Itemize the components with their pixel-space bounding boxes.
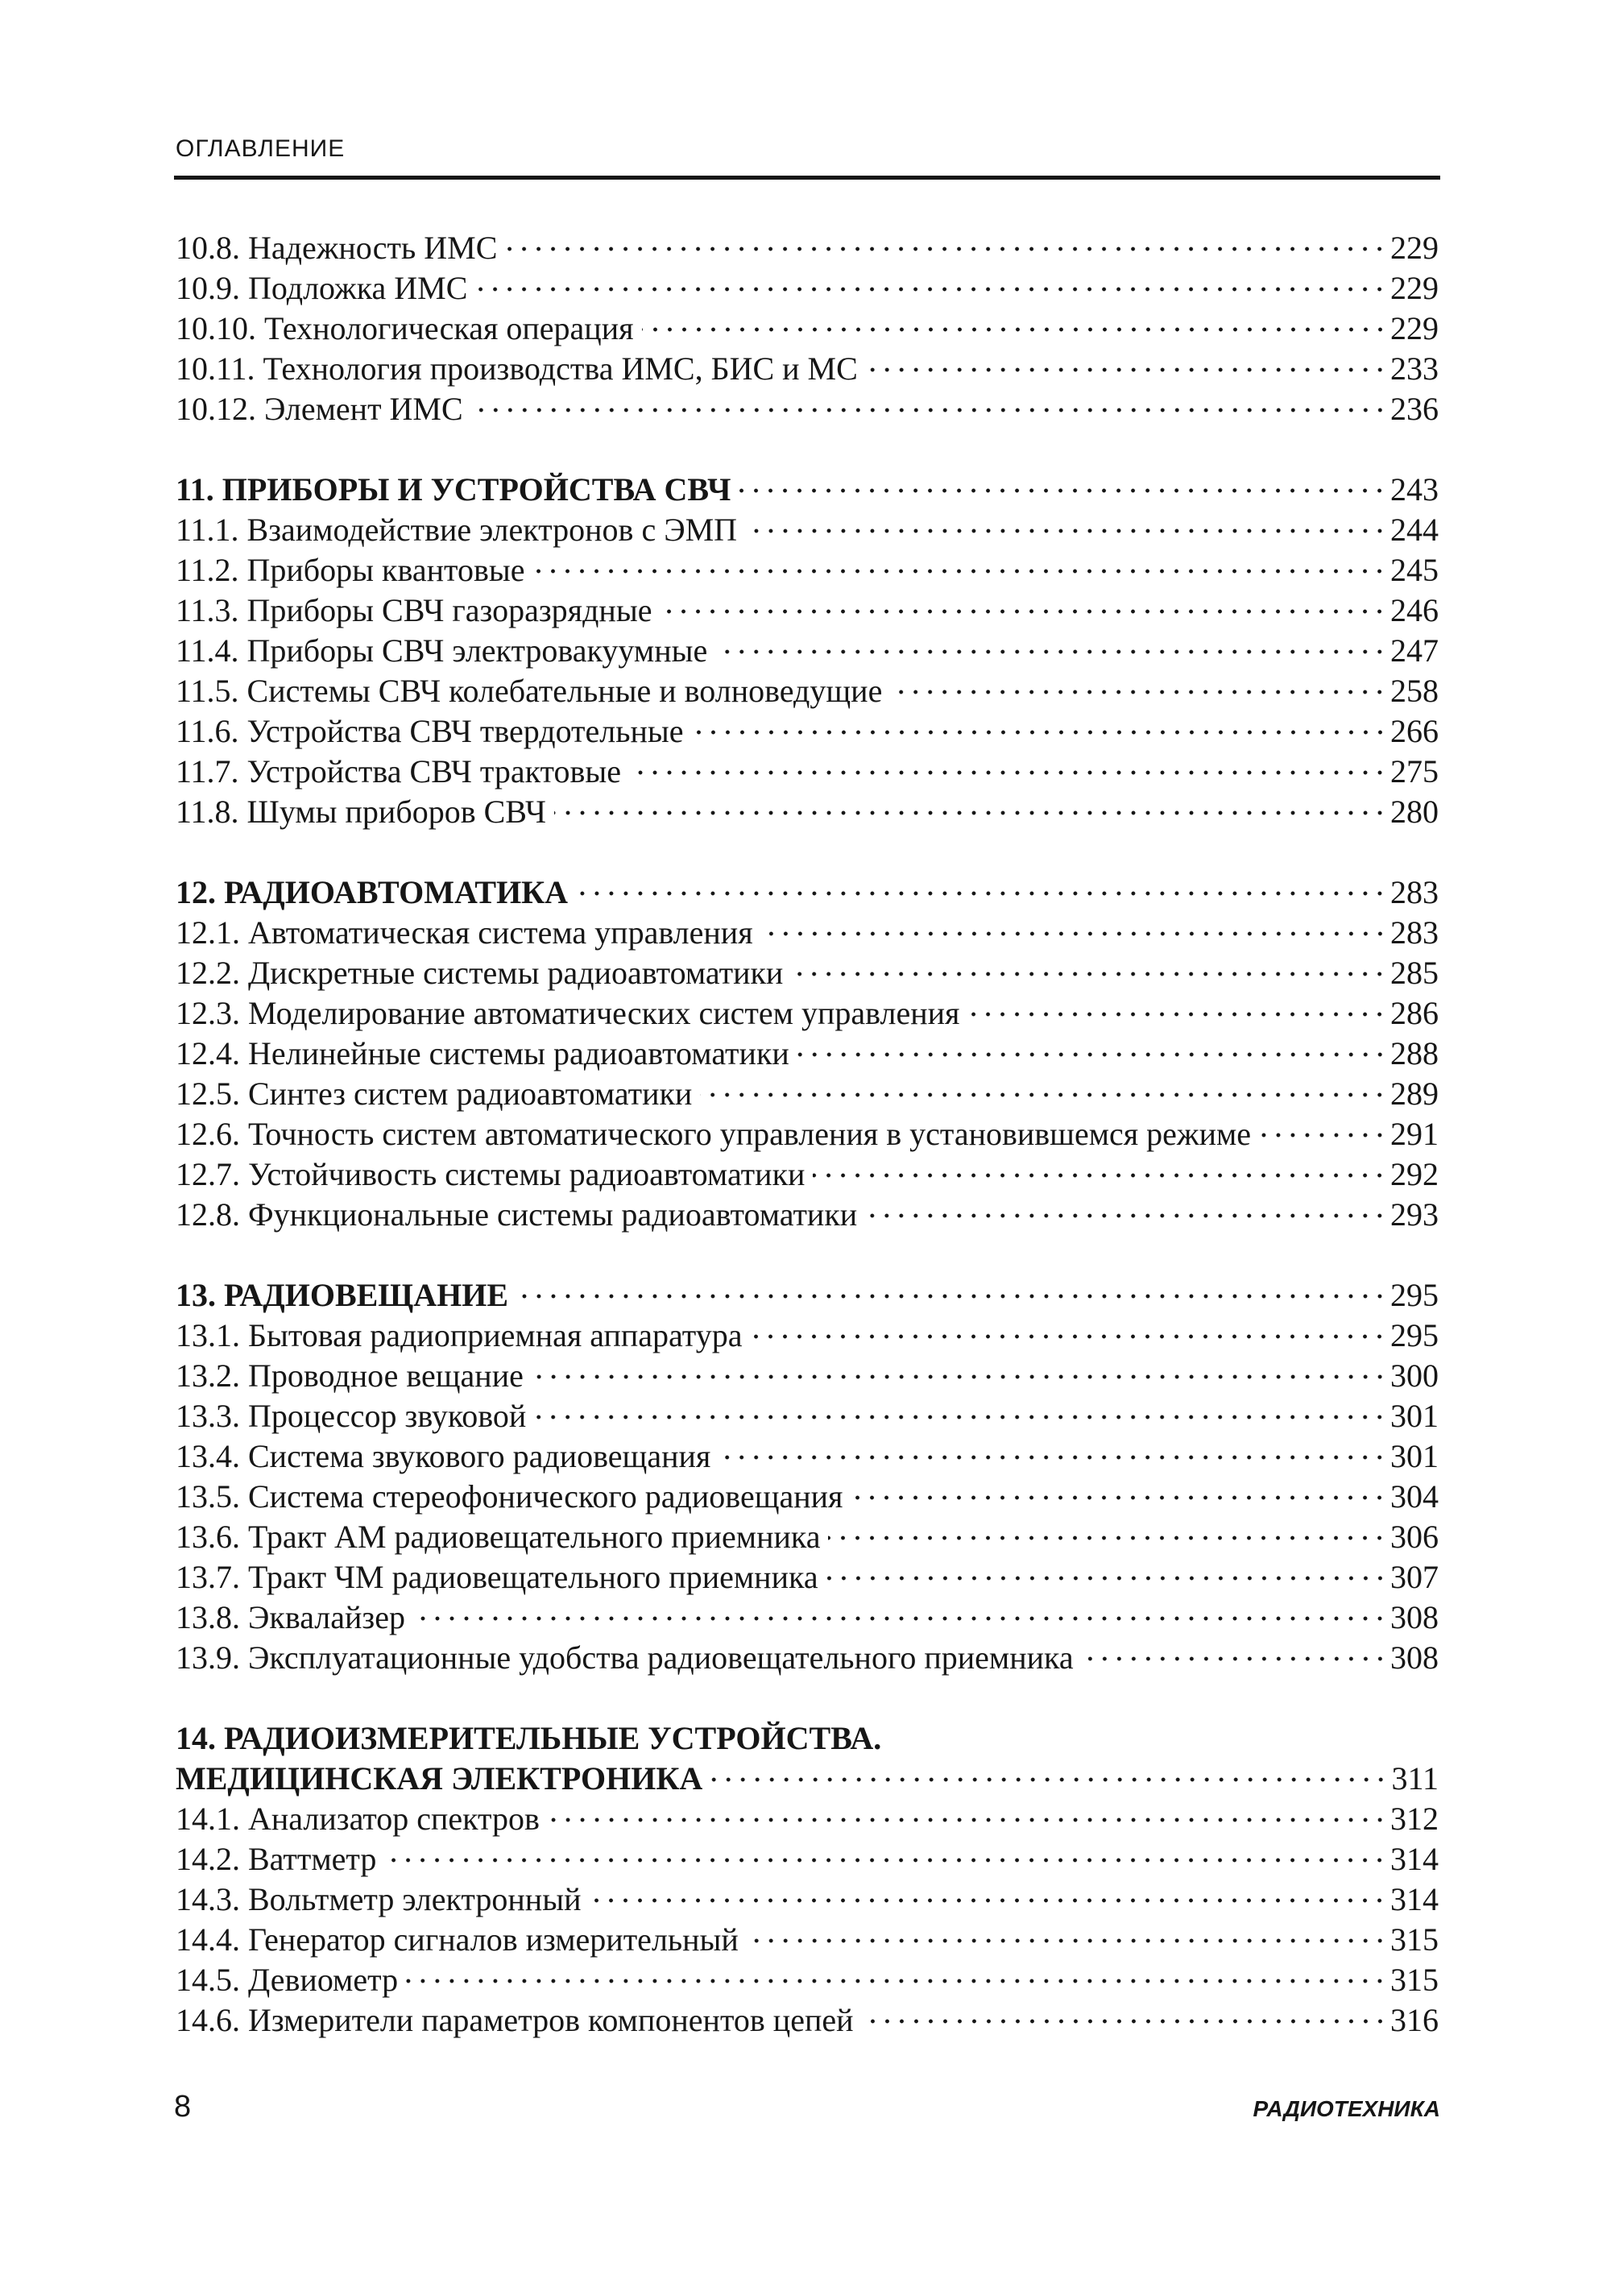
section-entry: [176, 1598, 1439, 1638]
section-entry: [176, 1638, 1439, 1678]
page-ref: 293: [1390, 1196, 1439, 1233]
section-title: 12.1. Автоматическая система управления: [176, 914, 753, 951]
dot-leader: [475, 287, 1387, 292]
dot-leader: [554, 810, 1387, 815]
section-entry: [176, 268, 1439, 309]
page-ref: 289: [1390, 1075, 1439, 1112]
section-title: 12.8. Функциональные системы радиоавтоматики: [176, 1196, 858, 1233]
section-title: 12.3. Моделирование автоматических систем управления: [176, 995, 960, 1031]
chapter-title: 12. РАДИОАВТОМАТИКА: [176, 874, 569, 910]
section-entry: [176, 1316, 1439, 1356]
section-entry: [176, 993, 1439, 1034]
section-entry: [176, 1356, 1439, 1396]
dot-leader: [761, 931, 1387, 936]
toc-group: [176, 1275, 1439, 1678]
dot-leader: [739, 488, 1387, 493]
page-ref: 314: [1390, 1881, 1439, 1917]
section-entry: [176, 1517, 1439, 1557]
toc-group: [176, 470, 1439, 832]
section-title: 11.6. Устройства СВЧ твердотельные: [176, 713, 684, 749]
chapter-entry: [176, 470, 1439, 510]
page-ref: 307: [1390, 1559, 1439, 1595]
section-entry: [176, 1436, 1439, 1477]
dot-leader: [865, 1213, 1387, 1218]
dot-leader: [406, 1979, 1387, 1983]
page-ref: 286: [1390, 995, 1439, 1031]
page-ref: 306: [1390, 1519, 1439, 1555]
section-title: 11.5. Системы СВЧ колебательные и волноведущие: [176, 673, 883, 709]
section-entry: [176, 913, 1439, 953]
section-entry: [176, 1920, 1439, 1960]
page-ref: 245: [1390, 552, 1439, 588]
page-ref: 246: [1390, 592, 1439, 628]
page-ref: 243: [1390, 471, 1439, 508]
page-ref: 266: [1390, 713, 1439, 749]
dot-leader: [715, 649, 1387, 654]
dot-leader: [813, 1173, 1387, 1178]
page-ref: 283: [1390, 874, 1439, 910]
section-title: 10.10. Технологическая операция: [176, 310, 634, 346]
dot-leader: [710, 1777, 1388, 1782]
page-ref: 288: [1390, 1035, 1439, 1071]
section-title: 11.4. Приборы СВЧ электровакуумные: [176, 632, 708, 669]
section-entry: [176, 349, 1439, 389]
header-rule: [174, 176, 1440, 180]
page-ref: 244: [1390, 512, 1439, 548]
section-title: 13.1. Бытовая радиоприемная аппаратура: [176, 1317, 743, 1353]
chapter-entry: [176, 872, 1439, 913]
page-ref: 301: [1390, 1398, 1439, 1434]
page-ref: 229: [1390, 310, 1439, 346]
dot-leader: [750, 1334, 1387, 1339]
section-entry: [176, 792, 1439, 832]
section-entry: [176, 752, 1439, 792]
chapter-entry: [176, 1275, 1439, 1316]
toc-group: [176, 872, 1439, 1235]
section-title: 14.5. Девиометр: [176, 1962, 399, 1998]
page-ref: 315: [1390, 1962, 1439, 1998]
section-entry: [176, 631, 1439, 671]
section-title: 13.5. Система стереофонического радиовещания: [176, 1478, 843, 1515]
dot-leader: [828, 1536, 1387, 1540]
page-ref: 316: [1390, 2002, 1439, 2038]
page-ref: 311: [1391, 1760, 1439, 1797]
dot-leader: [548, 1817, 1387, 1822]
dot-leader: [660, 609, 1387, 614]
section-entry: [176, 1799, 1439, 1839]
section-title: 13.3. Процессор звуковой: [176, 1398, 527, 1434]
section-title: 13.8. Эквалайзер: [176, 1599, 405, 1635]
section-entry: [176, 1154, 1439, 1195]
section-entry: [176, 953, 1439, 993]
section-title: 12.2. Дискретные системы радиоавтоматики: [176, 955, 784, 991]
section-title: 11.2. Приборы квантовые: [176, 552, 525, 588]
dot-leader: [719, 1455, 1387, 1460]
section-entry: [176, 1396, 1439, 1436]
dot-leader: [534, 1415, 1387, 1419]
section-entry: [176, 2000, 1439, 2041]
section-title: 14.4. Генератор сигналов измерительный: [176, 1921, 739, 1958]
dot-leader: [384, 1858, 1387, 1863]
section-title: 10.8. Надежность ИМС: [176, 230, 498, 266]
dot-leader: [589, 1898, 1387, 1903]
page-ref: 301: [1390, 1438, 1439, 1474]
section-title: 14.1. Анализатор спектров: [176, 1801, 540, 1837]
dot-leader: [700, 1092, 1387, 1097]
dot-leader: [866, 367, 1387, 372]
section-entry: [176, 1839, 1439, 1879]
page-ref: 233: [1390, 350, 1439, 387]
page-ref: 295: [1390, 1277, 1439, 1313]
chapter-title: 11. ПРИБОРЫ И УСТРОЙСТВА СВЧ: [176, 471, 731, 508]
toc-group: [176, 228, 1439, 429]
section-entry: [176, 1034, 1439, 1074]
dot-leader: [629, 770, 1387, 775]
section-entry: [176, 389, 1439, 429]
dot-leader: [413, 1616, 1387, 1621]
dot-leader: [471, 408, 1387, 412]
section-entry: [176, 1557, 1439, 1598]
dot-leader: [642, 327, 1387, 332]
dot-leader: [532, 1374, 1387, 1379]
section-title: 11.8. Шумы приборов СВЧ: [176, 794, 546, 830]
dot-leader: [516, 1294, 1387, 1299]
page-ref: 292: [1390, 1156, 1439, 1192]
dot-leader: [862, 2019, 1387, 2024]
section-entry: [176, 711, 1439, 752]
page-ref: 291: [1390, 1116, 1439, 1152]
dot-leader: [791, 972, 1387, 976]
section-title: 11.7. Устройства СВЧ трактовые: [176, 753, 621, 790]
section-entry: [176, 309, 1439, 349]
section-title: 12.7. Устойчивость системы радиоавтоматики: [176, 1156, 806, 1192]
dot-leader: [890, 690, 1387, 694]
section-title: 10.9. Подложка ИМС: [176, 270, 468, 306]
section-title: 13.7. Тракт ЧМ радиовещательного приемника: [176, 1559, 818, 1595]
page-ref: 314: [1390, 1841, 1439, 1877]
chapter-title: 13. РАДИОВЕЩАНИЕ: [176, 1277, 509, 1313]
section-entry: [176, 1960, 1439, 2000]
page-ref: 285: [1390, 955, 1439, 991]
section-entry: [176, 510, 1439, 550]
section-title: 14.6. Измерители параметров компонентов цепей: [176, 2002, 854, 2038]
section-title: 13.9. Эксплуатационные удобства радиовещательного приемника: [176, 1639, 1074, 1676]
dot-leader: [797, 1052, 1387, 1057]
table-of-contents: [176, 228, 1439, 2081]
section-title: 12.6. Точность систем автоматического управления в установившемся режиме: [176, 1116, 1252, 1152]
section-entry: [176, 228, 1439, 268]
section-entry: [176, 1195, 1439, 1235]
page-ref: 295: [1390, 1317, 1439, 1353]
page-ref: 275: [1390, 753, 1439, 790]
page-ref: 304: [1390, 1478, 1439, 1515]
dot-leader: [747, 1938, 1387, 1943]
dot-leader: [851, 1495, 1387, 1500]
section-title: 12.4. Нелинейные системы радиоавтоматики: [176, 1035, 789, 1071]
page-number: 8: [174, 2090, 192, 2124]
dot-leader: [745, 528, 1387, 533]
chapter-title-line: 14. РАДИОИЗМЕРИТЕЛЬНЫЕ УСТРОЙСТВА.: [176, 1720, 882, 1756]
dot-leader: [1259, 1133, 1387, 1138]
page-ref: 247: [1390, 632, 1439, 669]
section-entry: [176, 550, 1439, 591]
page-ref: 300: [1390, 1357, 1439, 1394]
dot-leader: [692, 730, 1387, 735]
book-title: РАДИОТЕХНИКА: [1253, 2096, 1440, 2121]
dot-leader: [967, 1012, 1387, 1017]
dot-leader: [532, 569, 1387, 574]
section-entry: [176, 671, 1439, 711]
page-ref: 280: [1390, 794, 1439, 830]
section-title: 14.3. Вольтметр электронный: [176, 1881, 582, 1917]
page-ref: 308: [1390, 1599, 1439, 1635]
page-ref: 315: [1390, 1921, 1439, 1958]
section-title: 12.5. Синтез систем радиоавтоматики: [176, 1075, 693, 1112]
page-ref: 236: [1390, 391, 1439, 427]
section-entry: [176, 1879, 1439, 1920]
dot-leader: [826, 1576, 1387, 1581]
section-title: 11.1. Взаимодействие электронов с ЭМП: [176, 512, 738, 548]
section-title: 11.3. Приборы СВЧ газоразрядные: [176, 592, 652, 628]
section-title: 10.11. Технология производства ИМС, БИС и МС: [176, 350, 858, 387]
section-entry: [176, 1074, 1439, 1114]
chapter-title: МЕДИЦИНСКАЯ ЭЛЕКТРОНИКА: [176, 1760, 703, 1797]
section-entry: [176, 1477, 1439, 1517]
dot-leader: [505, 247, 1387, 251]
page-ref: 229: [1390, 230, 1439, 266]
section-entry: [176, 591, 1439, 631]
page-ref: 258: [1390, 673, 1439, 709]
section-entry: [176, 1114, 1439, 1154]
chapter-entry: [176, 1759, 1439, 1799]
dot-leader: [576, 891, 1387, 896]
dot-leader: [1082, 1656, 1387, 1661]
section-title: 13.6. Тракт АМ радиовещательного приемника: [176, 1519, 821, 1555]
page-ref: 283: [1390, 914, 1439, 951]
section-title: 10.12. Элемент ИМС: [176, 391, 463, 427]
page-ref: 229: [1390, 270, 1439, 306]
page-ref: 312: [1390, 1801, 1439, 1837]
section-title: 14.2. Ваттметр: [176, 1841, 377, 1877]
toc-group: [176, 1718, 1439, 2041]
running-header: ОГЛАВЛЕНИЕ: [176, 135, 346, 162]
section-title: 13.4. Система звукового радиовещания: [176, 1438, 711, 1474]
page-ref: 308: [1390, 1639, 1439, 1676]
section-title: 13.2. Проводное вещание: [176, 1357, 524, 1394]
